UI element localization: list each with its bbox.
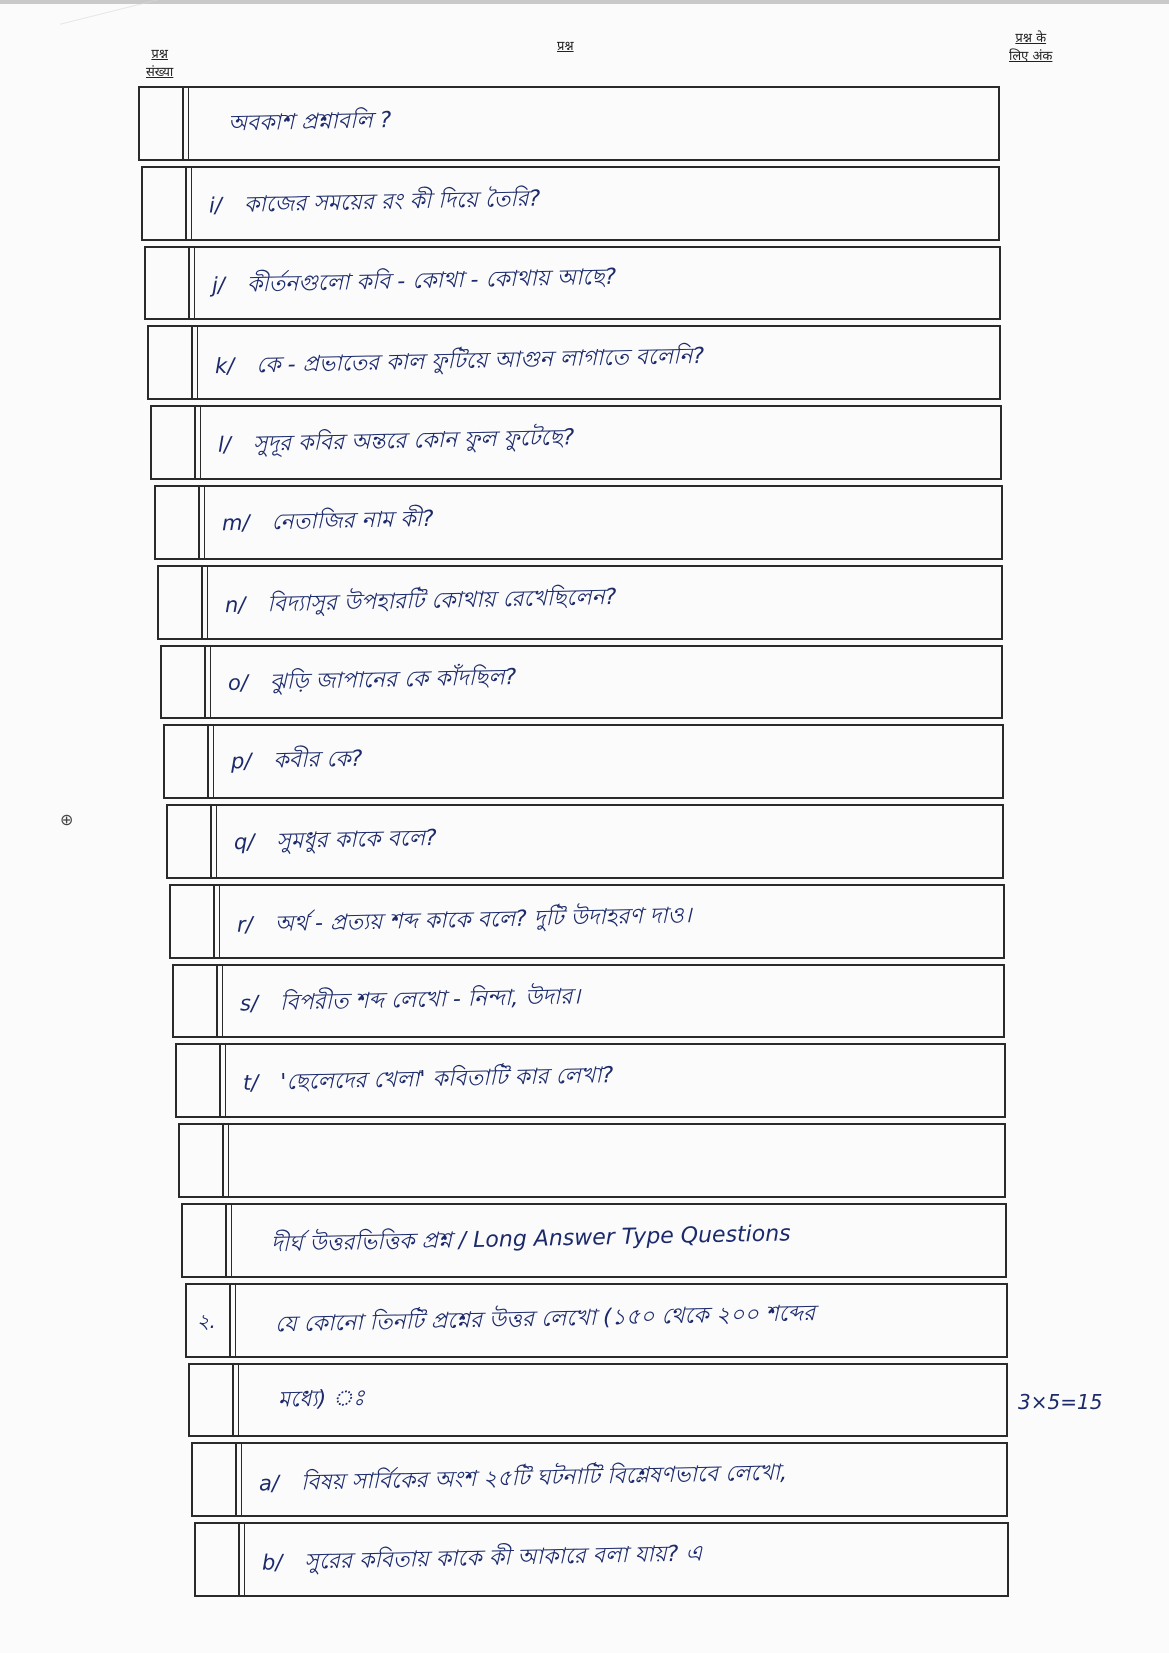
question-line (221, 502, 433, 543)
table-row (194, 1522, 1009, 1597)
question-label: o/ (227, 671, 248, 696)
question-text-cell (215, 567, 995, 638)
question-number-cell (156, 487, 200, 558)
question-line (215, 339, 705, 386)
question-label (206, 112, 207, 136)
question-label: b/ (261, 1550, 283, 1575)
question-number-cell (143, 168, 187, 239)
question-number-cell (174, 966, 218, 1037)
question-text (268, 1148, 269, 1173)
table-row (147, 325, 1001, 400)
question-number-cell (140, 88, 184, 159)
question-line (224, 580, 616, 625)
question-text-cell (239, 1205, 999, 1276)
question-text: কাজের সময়ের রং কী দিয়ে তৈরি? (243, 186, 541, 218)
question-text-cell (249, 1444, 1001, 1515)
question-text: বিপরীত শব্দ লেখো - নিন্দা, উদার। (279, 984, 581, 1016)
question-label: t/ (242, 1070, 259, 1096)
question-text: বিষয় সার্বিকের অংশ ২৫টি ঘটনাটি বিশ্লেষণভাবে লেখো, (300, 1460, 787, 1496)
question-text-cell (224, 806, 997, 877)
question-text: নেতাজির নাম কী? (270, 506, 434, 536)
table-row (185, 1283, 1008, 1358)
question-line (212, 260, 617, 305)
question-text-cell (243, 1285, 1000, 1356)
question-text-cell (233, 1045, 998, 1116)
question-label: n/ (224, 592, 246, 617)
question-number: ২. (196, 1308, 216, 1333)
header-left-line1: प्रश्न (151, 47, 168, 62)
table-row (172, 964, 1005, 1039)
marks-note: 3×5=15 (1018, 1390, 1103, 1414)
question-text-cell (199, 168, 992, 239)
question-text-cell (205, 327, 993, 398)
question-line (240, 979, 581, 1023)
question-text: সুদূর কবির অন্তরে কোন ফুল ফুটেছে? (253, 425, 575, 458)
table-row (188, 1363, 1008, 1438)
question-line (258, 1456, 787, 1504)
table-row (138, 86, 1000, 161)
question-label: s/ (239, 990, 259, 1016)
question-number-cell (165, 726, 209, 797)
question-label (255, 1388, 256, 1412)
question-line (209, 181, 541, 225)
question-label: p/ (230, 749, 252, 774)
question-number-cell (162, 647, 206, 718)
question-number-cell (193, 1444, 237, 1515)
table-row (141, 166, 1000, 241)
table-row (163, 724, 1004, 799)
question-number-cell (171, 886, 215, 957)
question-text: সুরের কবিতায় কাকে কী আকারে বলা যায়? এ (303, 1541, 703, 1575)
question-text-cell (227, 886, 997, 957)
question-text: কীর্তনগুলো কবি - কোথা - কোথায় আছে? (246, 265, 617, 298)
question-text-cell (196, 88, 992, 159)
question-label: r/ (236, 912, 253, 937)
question-text: অবকাশ প্রশ্নাবলি ? (227, 107, 392, 137)
header-right-line1: प्रश्न के (1015, 31, 1047, 46)
question-number-cell (187, 1285, 231, 1356)
question-line (237, 898, 692, 945)
question-text-cell (246, 1365, 1000, 1436)
header-left-line2: संख्या (146, 65, 174, 80)
question-label: m/ (221, 510, 250, 536)
question-text-cell (230, 966, 997, 1037)
question-text-cell (252, 1524, 1001, 1595)
header-marks (1009, 30, 1052, 66)
question-text-cell (212, 487, 995, 558)
question-text-cell (208, 407, 994, 478)
question-text: অর্থ - প্রত্যয় শব্দ কাকে বলে? দুটি উদাহরণ দাও। (274, 903, 692, 937)
question-text: কে - প্রভাতের কাল ফুটিয়ে আগুন লাগাতে বলেনি? (256, 344, 705, 379)
question-number-cell (146, 248, 190, 319)
question-label: a/ (258, 1471, 279, 1496)
table-row (178, 1123, 1006, 1198)
question-text-cell (221, 726, 996, 797)
question-number-cell (177, 1045, 221, 1116)
table-row (169, 884, 1005, 959)
table-row (144, 246, 1001, 321)
question-line (227, 660, 516, 703)
question-text: মধ্যে) ঃ (277, 1385, 365, 1413)
question-line (243, 1058, 614, 1103)
question-line (206, 103, 392, 144)
question-number-cell (190, 1365, 234, 1436)
question-text-cell (218, 647, 996, 718)
header-question-number (146, 46, 173, 82)
question-line (252, 1296, 815, 1345)
question-line (234, 821, 437, 862)
table-row (181, 1203, 1007, 1278)
question-label (246, 1148, 247, 1172)
question-line (230, 742, 362, 782)
question-text: 'ছেলেদের খেলা' কবিতাটি কার লেখা? (280, 1063, 614, 1096)
question-number-cell (180, 1125, 224, 1196)
question-number-cell (196, 1524, 240, 1595)
table-row (150, 405, 1002, 480)
question-line (246, 1148, 269, 1173)
question-label (249, 1233, 250, 1257)
table-row (166, 804, 1005, 879)
question-text-cell (202, 248, 993, 319)
table-row (175, 1043, 1006, 1118)
question-text: সুমধুর কাকে বলে? (276, 825, 437, 855)
question-line (218, 420, 575, 464)
table-row (191, 1442, 1009, 1517)
margin-mark: ⊕ (60, 810, 74, 829)
question-text-cell (236, 1125, 998, 1196)
question-text: যে কোনো তিনটি প্রশ্নের উত্তর লেখো (১৫০ থেকে ২০০ শব্দের (274, 1300, 815, 1338)
question-label: k/ (215, 353, 235, 379)
question-line (249, 1216, 791, 1264)
header-right-line2: लिए अंक (1009, 49, 1053, 64)
question-number-cell (159, 567, 203, 638)
question-label (252, 1313, 253, 1337)
question-number-cell (168, 806, 212, 877)
question-line (255, 1380, 365, 1419)
question-text: কবীর কে? (272, 746, 363, 774)
table-row (157, 565, 1003, 640)
question-label: l/ (218, 432, 232, 457)
question-line (261, 1536, 702, 1582)
question-number-cell (149, 327, 193, 398)
question-text: দীর্ঘ উত্তরভিত্তিক প্রশ্ন / Long Answer Type Questions (271, 1221, 792, 1258)
top-border (0, 0, 1169, 4)
table-row (154, 485, 1003, 560)
question-label: q/ (233, 829, 255, 855)
header-question: प्रश्न (557, 39, 574, 54)
question-label: j/ (211, 273, 226, 298)
question-text: বিদ্যাসুর উপহারটি কোথায় রেখেছিলেন? (266, 584, 617, 617)
table-row (160, 645, 1004, 720)
question-number-cell (152, 407, 196, 478)
question-label: i/ (208, 192, 223, 218)
question-text: ঝুড়ি জাপানের কে কাঁদছিল? (269, 665, 517, 696)
question-number-cell (183, 1205, 227, 1276)
